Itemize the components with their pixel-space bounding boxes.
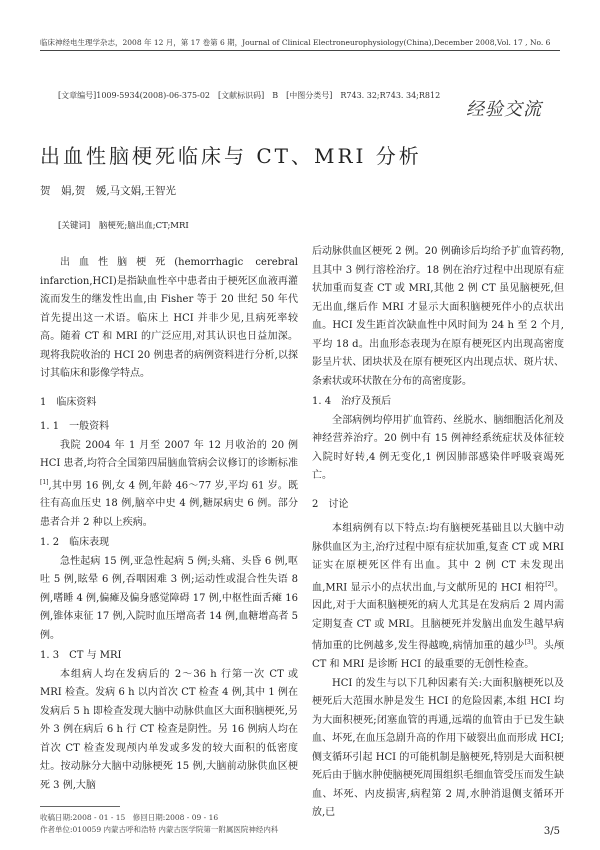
running-header: 临床神经电生理学杂志，2008 年 12 月，第 17 卷第 6 期，Journal of Clinical Electroneurophysiology(China),December 2008,Vol. 17 , No. 6: [40, 38, 551, 47]
citation: [3]: [524, 639, 534, 647]
paragraph: 全部病例均停用扩血管药、丝脱水、脑细胞活化剂及神经营养治疗。20 例中有 15 例神经系统症状及体征较入院时好转,4 例无变化,1 例因肺部感染伴呼吸衰竭死亡。: [312, 414, 564, 481]
page-number: 3/5: [543, 826, 560, 837]
subsection-heading: 1. 1 一般资料: [40, 421, 110, 432]
subsection-heading: 1. 4 治疗及预后: [312, 396, 392, 407]
received-date: 收稿日期:2008 - 01 - 15 修回日期:2008 - 09 - 16: [40, 813, 219, 822]
article-title: 出血性脑梗死临床与 CT、MRI 分析: [40, 144, 422, 168]
paragraph: 本组病例有以下特点:均有脑梗死基础且以大脑中动脉供血区为主,治疗过程中原有症状加重,复查 CT 或 MRI 证实在原梗死区伴有出血。其中 2 例 CT 未发现出血,MRI 显示小的点状出血,与文献所见的 HCI 相符[2]。因此,对于大面积脑梗死的病人尤其是在发病后 2 周内需定期复查 CT 或 MRI。且脑梗死并发脑出血发生越早病情加重的比例越多,发生得越晚,病情加重的越少[3]。头颅 CT 和 MRI 是诊断 HCI 的最重要的无创性检查。: [312, 523, 565, 671]
paragraph: 我院 2004 年 1 月至 2007 年 12 月收治的 20 例 HCI 患者,均符合全国第四届脑血管病会议修订的诊断标准[1],其中男 16 例,女 4 例,年龄 46～77 岁,平均 61 岁。既往有高血压史 18 例,脑卒中史 4 例,糖尿病史 6 例。部分患者合并 2 种以上疾病。: [40, 439, 298, 528]
paragraph: 本组病人均在发病后的 2～36 h 行第一次 CT 或 MRI 检查。发病 6 h 以内首次 CT 检查 4 例,其中 1 例在发病后 5 h 即检查发现大脑中动脉供血区大面积脑梗死,另外 3 例在病后 6 h 行 CT 检查是阴性。另 16 例病人均在首次 CT 检查发现颅内单发或多发的较大面积的低密度灶。按动脉分大脑中动脉梗死 15 例,大脑前动脉供血区梗死 3 例,大脑: [40, 668, 298, 791]
header-rule: [40, 50, 560, 51]
subsection-heading: 1. 2 临床表现: [40, 537, 110, 549]
keywords: 脑梗死;脑出血;CT;MRI: [98, 221, 189, 231]
affiliation: 作者单位:010059 内蒙古呼和浩特 内蒙古医学院第一附属医院神经内科: [40, 825, 279, 834]
footnote-rule: [40, 806, 120, 807]
paragraph: HCI 的发生与以下几种因素有关:大面积脑梗死以及梗死后大范围水肿是发生 HCI 的危险因素,本组 HCI 均为大面积梗死;闭塞血管的再通,远端的血管由于已发生缺血、坏死,在血压急剧升高的作用下破裂出血而形成 HCI;侧支循环引起 HCI 的可能机制是脑梗死,特别是大面积梗死后由于脑水肿使脑梗死周围组织毛细血管受压而发生缺血、坏死、内皮损害,病程第 2 周,水肿消退侧支循环开放,已: [312, 677, 564, 819]
right-column: [312, 243, 564, 823]
subsection-heading: 1. 3 CT 与 MRI: [40, 650, 122, 662]
article-meta: [文章编号]1009-5934(2008)-06-375-02 [文献标识码] B [中图分类号] R743. 32;R743. 34;R812: [58, 91, 441, 100]
section-heading: 2 讨论: [312, 498, 349, 510]
paragraph: 急性起病 15 例,亚急性起病 5 例;头痛、头昏 6 例,呕吐 5 例,眩晕 6 例,吞咽困难 3 例;运动性或混合性失语 8 例,嗜睡 4 例,偏瘫及偏身感觉障碍 17 例,中枢性面舌瘫 16 例,锥体束征 17 例,入院时血压增高者 14 例,血糖增高者 5 例。: [40, 555, 298, 641]
paragraph: 后动脉供血区梗死 2 例。20 例确诊后均给予扩血管药物,且其中 3 例行溶栓治疗。18 例在治疗过程中出现原有症状加重而复查 CT 或 MRI,其他 2 例 CT 虽见脑梗死,但无出血,继后作 MRI 才显示大面积脑梗死伴小的点状出血。HCI 发生距首次缺血性中风时间为 24 h 至 2 个月,平均 18 d。出血形态表现为在原有梗死区内出现高密度影呈片状、团块状及在原有梗死区内出现点状、斑片状、条索状或环状散在分布的高密度影。: [312, 246, 564, 387]
authors: 贺 娟,贺 媛,马文娟,王智光: [40, 185, 177, 197]
citation: [1]: [40, 478, 49, 486]
column-tag: 经验交流: [466, 99, 542, 120]
intro-paragraph: 出血性脑梗死(hemorrhagic cerebral infarction,HCI)是指缺血性卒中患者由于梗死区血液再灌流而发生的继发性出血,由 Fisher 等于 20 世纪 50 年代首先提出这一术语。临床上 HCI 并非少见,且病死率较高。随着 CT 和 MRI 的广泛应用,对其认识也日益加深。现将我院收治的 HCI 20 例患者的病例资料进行分析,以探讨其临床和影像学特点。: [40, 257, 298, 379]
keywords-label: [关键词]: [58, 221, 91, 231]
keywords-line: [58, 219, 189, 231]
footnote: [40, 812, 298, 836]
left-column: [40, 254, 298, 795]
section-heading: 1 临床资料: [40, 396, 97, 408]
citation: [2]: [545, 580, 554, 588]
